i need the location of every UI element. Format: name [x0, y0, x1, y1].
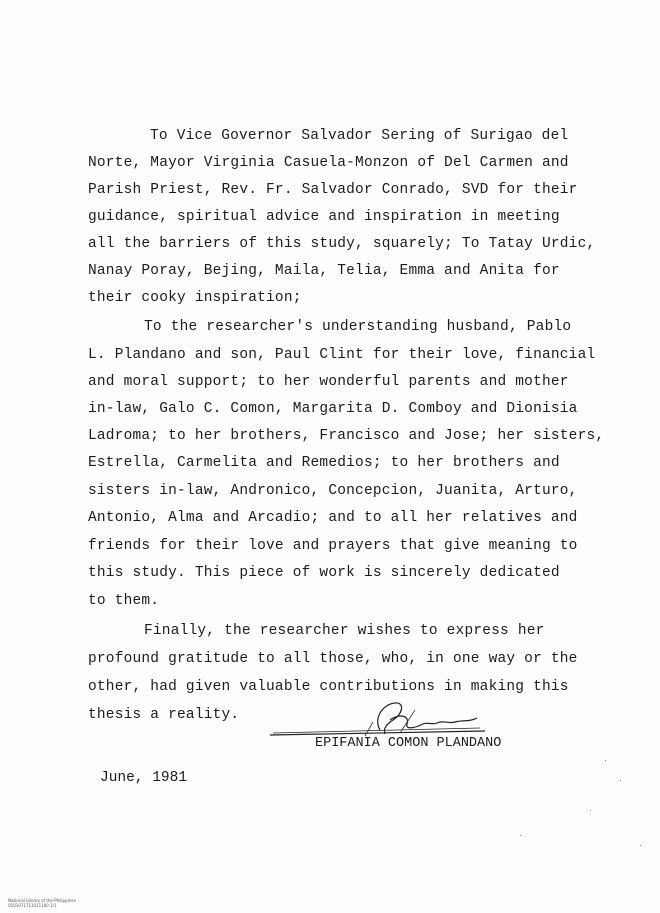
text-line-13: Estrella, Carmelita and Remedios; to her brothers and — [88, 455, 560, 471]
text-line-7: their cooky inspiration; — [88, 290, 302, 306]
text-line-21: other, had given valuable contributions in making this — [88, 679, 569, 695]
text-line-22: thesis a reality. — [88, 707, 240, 723]
text-line-8: To the researcher's understanding husband, Pablo — [144, 319, 572, 335]
scan-speck — [590, 810, 591, 811]
scan-footer — [3, 893, 106, 913]
scan-speck — [520, 835, 521, 836]
text-line-12: Ladroma; to her brothers, Francisco and Jose; her sisters, — [88, 428, 605, 444]
text-line-4: guidance, spiritual advice and inspiration in meeting — [88, 209, 560, 225]
text-line-6: Nanay Poray, Bejing, Maila, Telia, Emma and Anita for — [88, 263, 560, 279]
text-line-10: and moral support; to her wonderful parents and mother — [88, 374, 569, 390]
text-line-16: friends for their love and prayers that give meaning to — [88, 538, 578, 554]
text-line-11: in-law, Galo C. Comon, Margarita D. Comboy and Dionisia — [88, 401, 578, 417]
signatory-name: EPIFANIA COMON PLANDANO — [315, 736, 502, 751]
document-date: June, 1981 — [100, 770, 188, 786]
text-line-3: Parish Priest, Rev. Fr. Salvador Conrado, SVD for their — [88, 182, 578, 198]
text-line-2: Norte, Mayor Virginia Casuela-Monzon of Del Carmen and — [88, 155, 569, 171]
text-line-19: Finally, the researcher wishes to express her — [144, 623, 545, 639]
text-line-14: sisters in-law, Andronico, Concepcion, Juanita, Arturo, — [88, 483, 578, 499]
text-line-20: profound gratitude to all those, who, in one way or the — [88, 651, 578, 667]
footer-library: National Library of the Philippines — [8, 898, 76, 903]
text-line-15: Antonio, Alma and Arcadio; and to all her relatives and — [88, 510, 578, 526]
text-line-17: this study. This piece of work is sincerely dedicated — [88, 565, 560, 581]
text-line-5: all the barriers of this study, squarely; To Tatay Urdic, — [88, 236, 596, 252]
signature-scribble — [265, 698, 505, 740]
text-line-9: L. Plandano and son, Paul Clint for their love, financial — [88, 347, 596, 363]
scan-speck — [640, 845, 641, 846]
text-line-1: To Vice Governor Salvador Sering of Surigao del — [150, 128, 569, 144]
scan-speck — [605, 760, 606, 761]
footer-code: 0101071711011100 1/1 — [8, 903, 57, 908]
text-line-18: to them. — [88, 593, 160, 609]
scan-speck — [620, 780, 621, 781]
